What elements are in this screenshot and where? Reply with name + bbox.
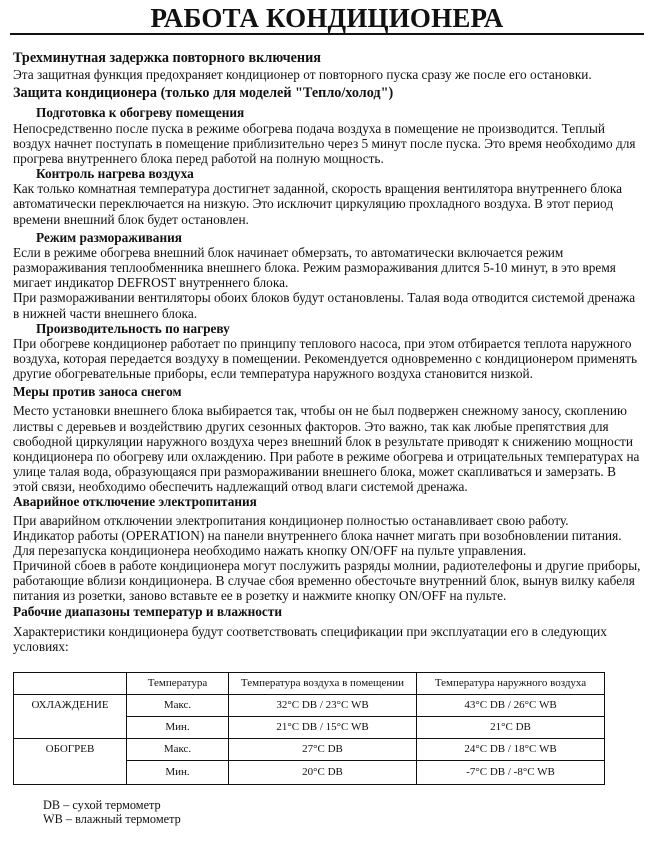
text-line: улице талая вода, образующаяся при размораживании внешнего блока, может скапливаться и замерзать. В [13,463,616,479]
limit-cell: Мин. [127,761,229,785]
heading-preheat: Подготовка к обогреву помещения [36,105,245,121]
title-divider [10,33,644,35]
outdoor-cell: 24°C DB / 18°C WB [417,739,605,761]
outdoor-cell: 21°C DB [417,717,605,739]
text-line: воздуха, которая передается воздуху в помещении. Рекомендуется одновременно с кондиционером применять [13,351,638,367]
paragraph-restart-delay: Эта защитная функция предохраняет кондиционер от повторного пуска сразу же после его остановки. [13,67,592,82]
text-line: Причиной сбоев в работе кондиционера могут послужить разряды молнии, радиотелефоны и другие приборы, [13,558,641,574]
table-row [14,739,605,761]
text-line: условиях: [13,638,69,654]
text-line: Если в режиме обогрева внешний блок начинает обмерзать, то автоматически включается режим [13,245,564,261]
abbreviation-legend [43,798,181,826]
heading-heat-control: Контроль нагрева воздуха [36,165,194,181]
text-line: этой связи, необходимо обеспечить надлежащий отвод влаги системой дренажа. [13,478,468,494]
limit-cell: Макс. [127,739,229,761]
table-row [14,695,605,717]
text-line: При размораживании вентиляторы обоих блоков будут остановлены. Талая вода отводится системой дренажа [13,290,636,306]
text-line: листвы с деревьев и воздействию других сезонных факторов. Это важно, так как любые препятствия для [13,418,609,434]
heading-snow: Меры против заноса снегом [13,384,182,400]
text-line: Место установки внешнего блока выбирается так, чтобы он не был подвержен снежному заносу, скоплению [13,403,627,419]
heading-heating-capacity: Производительность по нагреву [36,320,230,336]
indoor-cell: 32°C DB / 23°C WB [229,695,417,717]
text-line: Индикатор работы (OPERATION) на панели внутреннего блока начнет мигать при возобновлении питания. [13,528,622,544]
text-line: Как только комнатная температура достигнет заданной, скорость вращения вентилятора внутреннего блока [13,181,623,197]
text-line: прогрева внутреннего блока перед работой на полную мощность. [13,150,384,166]
text-line: воздух начнет поступать в помещение приблизительно через 5 минут после пуска. Это время необходимо для [13,135,636,151]
indoor-cell: 21°C DB / 15°C WB [229,717,417,739]
document-body [13,50,643,654]
operating-ranges-table [13,672,605,785]
outdoor-cell: -7°C DB / -8°C WB [417,761,605,785]
table-header-cell: Температура наружного воздуха [417,673,605,695]
text-line: мигает индикатор DEFROST внутреннего блока. [13,275,289,291]
text-line: Непосредственно после пуска в режиме обогрева подача воздуха в помещение не производится. Теплый [13,120,605,136]
limit-cell: Мин. [127,717,229,739]
indoor-cell: 27°C DB [229,739,417,761]
text-line: времени внешний блок будет остановлен. [13,211,249,227]
text-line: другие обогревательные приборы, если температура наружного воздуха становится низкой. [13,366,533,382]
text-line: кондиционера по обогреву или охлаждению. При работе в режиме обогрева и отрицательных температурах на [13,448,640,464]
indoor-cell: 20°C DB [229,761,417,785]
heading-power-failure: Аварийное отключение электропитания [13,493,257,509]
outdoor-cell: 43°C DB / 26°C WB [417,695,605,717]
text-line: свободной циркуляции наружного воздуха через внешний блок в результате приводят к снижению мощности [13,433,633,449]
text-line: автоматически переключается на низкую. Это исключит циркуляцию прохладного воздуха. В этот период [13,196,614,212]
table-header-cell [14,673,127,695]
text-line: размораживания теплообменника внешнего блока. Режим размораживания длится 5-10 минут, в это время [13,260,616,276]
page-title: РАБОТА КОНДИЦИОНЕРА [150,3,504,33]
table-header-cell: Температура воздуха в помещении [229,673,417,695]
table-header-row [14,673,605,695]
limit-cell: Макс. [127,695,229,717]
heading-operating-ranges: Рабочие диапазоны температур и влажности [13,603,283,619]
heading-defrost: Режим размораживания [36,229,182,245]
text-line: При аварийном отключении электропитания кондиционер полностью останавливает свою работу. [13,512,569,528]
legend-db: DB – сухой термометр [43,798,161,812]
text-line: питания из розетки, заново вставьте ее в розетку и нажмите кнопку ON/OFF на пульте. [13,588,507,604]
legend-wb: WB – влажный термометр [43,812,181,826]
text-line: в нижней части внешнего блока. [13,305,198,321]
text-line: Характеристики кондиционера будут соответствовать спецификации при эксплуатации его в следующих [13,623,607,639]
text-line: работающие вблизи кондиционера. В случае сбоя временно обесточьте внутренний блок, вынув вилку кабеля [13,573,635,589]
text-line: Для перезапуска кондиционера необходимо нажать кнопку ON/OFF на пульте управления. [13,543,527,559]
mode-cell-heating: ОБОГРЕВ [14,739,127,785]
table-header-cell: Температура [127,673,229,695]
heading-protection: Защита кондиционера (только для моделей "Тепло/холод") [13,85,394,102]
mode-cell-cooling: ОХЛАЖДЕНИЕ [14,695,127,739]
heading-restart-delay: Трехминутная задержка повторного включения [13,50,321,66]
text-line: При обогреве кондиционер работает по принципу теплового насоса, при этом отбирается теплота наружного [13,336,632,352]
